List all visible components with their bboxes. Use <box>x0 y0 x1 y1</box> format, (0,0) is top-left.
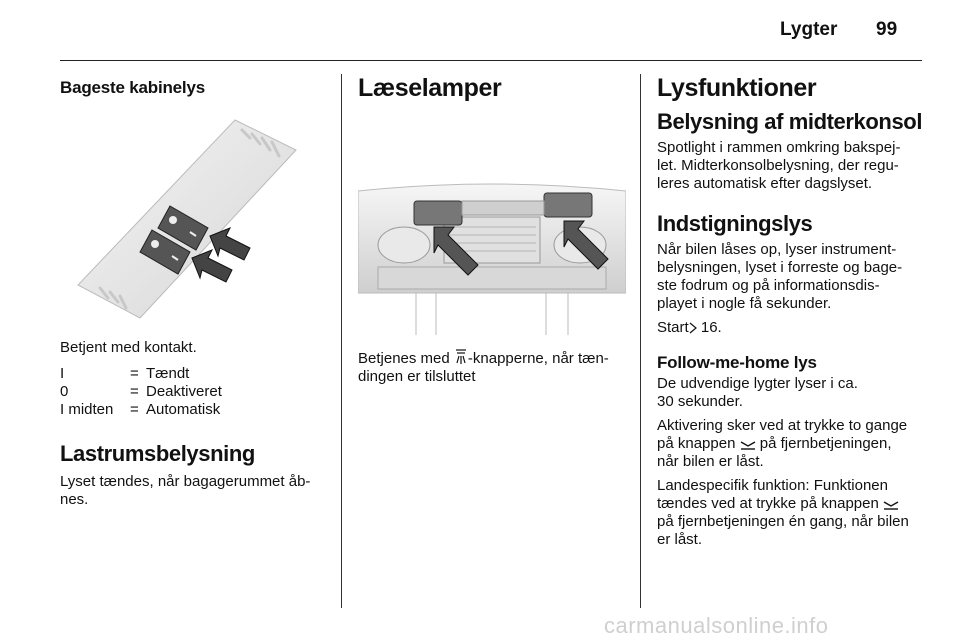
text-line: 30 sekunder. <box>657 393 743 410</box>
text-line: De udvendige lygter lyser i ca. <box>657 375 858 392</box>
table-key: I <box>60 365 65 382</box>
heading-follow-me-home: Follow-me-home lys <box>657 353 817 372</box>
reading-lamp-icon <box>454 349 468 365</box>
text-line: Lyset tændes, når bagagerummet åb- <box>60 473 311 490</box>
heading-reading-lamps: Læselamper <box>358 74 502 102</box>
remote-unlock-icon <box>740 440 756 450</box>
table-key: I midten <box>60 401 114 418</box>
table-value: Deaktiveret <box>146 383 222 400</box>
page-reference <box>657 319 925 337</box>
heading-entry-light: Indstigningslys <box>657 211 813 236</box>
text-line: leres automatisk efter dagslyset. <box>657 175 873 192</box>
text-line: Start <box>657 319 689 336</box>
paragraph <box>60 473 328 509</box>
rear-cabin-light-figure <box>60 110 328 325</box>
watermark: carmanualsonline.info <box>604 613 829 638</box>
table-eq: = <box>130 401 139 418</box>
lamp-button-right <box>544 193 592 217</box>
text-line: -knapperne, når tæn- <box>467 350 609 367</box>
header-rule <box>60 60 922 61</box>
text-line: på fjernbetjeningen én gang, når bilen <box>657 513 909 530</box>
table-row <box>60 365 222 383</box>
text-line: Landespecifik funktion: Funktionen <box>657 477 888 494</box>
text-line: Betjenes med <box>358 350 454 367</box>
paragraph <box>358 349 626 386</box>
heading-light-functions: Lysfunktioner <box>657 74 817 102</box>
switch-position-table <box>60 365 222 419</box>
paragraph <box>657 241 925 313</box>
table-key: 0 <box>60 383 69 400</box>
paragraph <box>657 417 925 471</box>
paragraph <box>657 375 925 411</box>
column-2 <box>358 74 626 386</box>
heading-rear-cabin-light: Bageste kabinelys <box>60 78 205 97</box>
text-line: 16. <box>696 319 722 336</box>
paragraph <box>657 477 925 549</box>
table-eq: = <box>130 365 139 382</box>
table-row <box>60 383 222 401</box>
text-line: playet i nogle få sekunder. <box>657 295 832 312</box>
text-line: belysningen, lyset i forreste og bage- <box>657 259 903 276</box>
text-line: tændes ved at trykke på knappen <box>657 495 883 512</box>
table-value: Automatisk <box>146 401 221 418</box>
paragraph <box>657 139 925 193</box>
page-header <box>0 0 960 60</box>
text-line: Aktivering sker ved at trykke to gange <box>657 417 908 434</box>
paragraph: Betjent med kontakt. <box>60 339 197 356</box>
remote-unlock-icon <box>883 500 899 510</box>
reading-lamps-figure <box>358 117 626 335</box>
page-number: 99 <box>876 19 898 40</box>
column-divider <box>640 74 641 608</box>
text-line: på knappen <box>657 435 740 452</box>
text-line: let. Midterkonsolbelysning, der regu- <box>657 157 899 174</box>
section-title: Lygter <box>780 19 838 40</box>
text-line: Når bilen låses op, lyser instrument- <box>657 241 897 258</box>
text-line: nes. <box>60 491 89 508</box>
page-ref-arrow-icon <box>689 322 697 334</box>
table-value: Tændt <box>146 365 190 382</box>
lamp-button-left <box>414 201 462 225</box>
table-eq: = <box>130 383 139 400</box>
text-line: ste fodrum og på informationsdis- <box>657 277 880 294</box>
column-3 <box>657 74 925 549</box>
heading-cargo-light: Lastrumsbelysning <box>60 441 255 466</box>
text-line: dingen er tilsluttet <box>358 368 476 385</box>
column-1 <box>60 74 328 509</box>
text-line: Spotlight i rammen omkring bakspej- <box>657 139 901 156</box>
text-line: er låst. <box>657 531 703 548</box>
table-row <box>60 401 222 419</box>
text-line: på fjernbetjeningen, <box>755 435 892 452</box>
heading-console-light: Belysning af midterkonsol <box>657 109 923 134</box>
column-divider <box>341 74 342 608</box>
text-line: når bilen er låst. <box>657 453 764 470</box>
